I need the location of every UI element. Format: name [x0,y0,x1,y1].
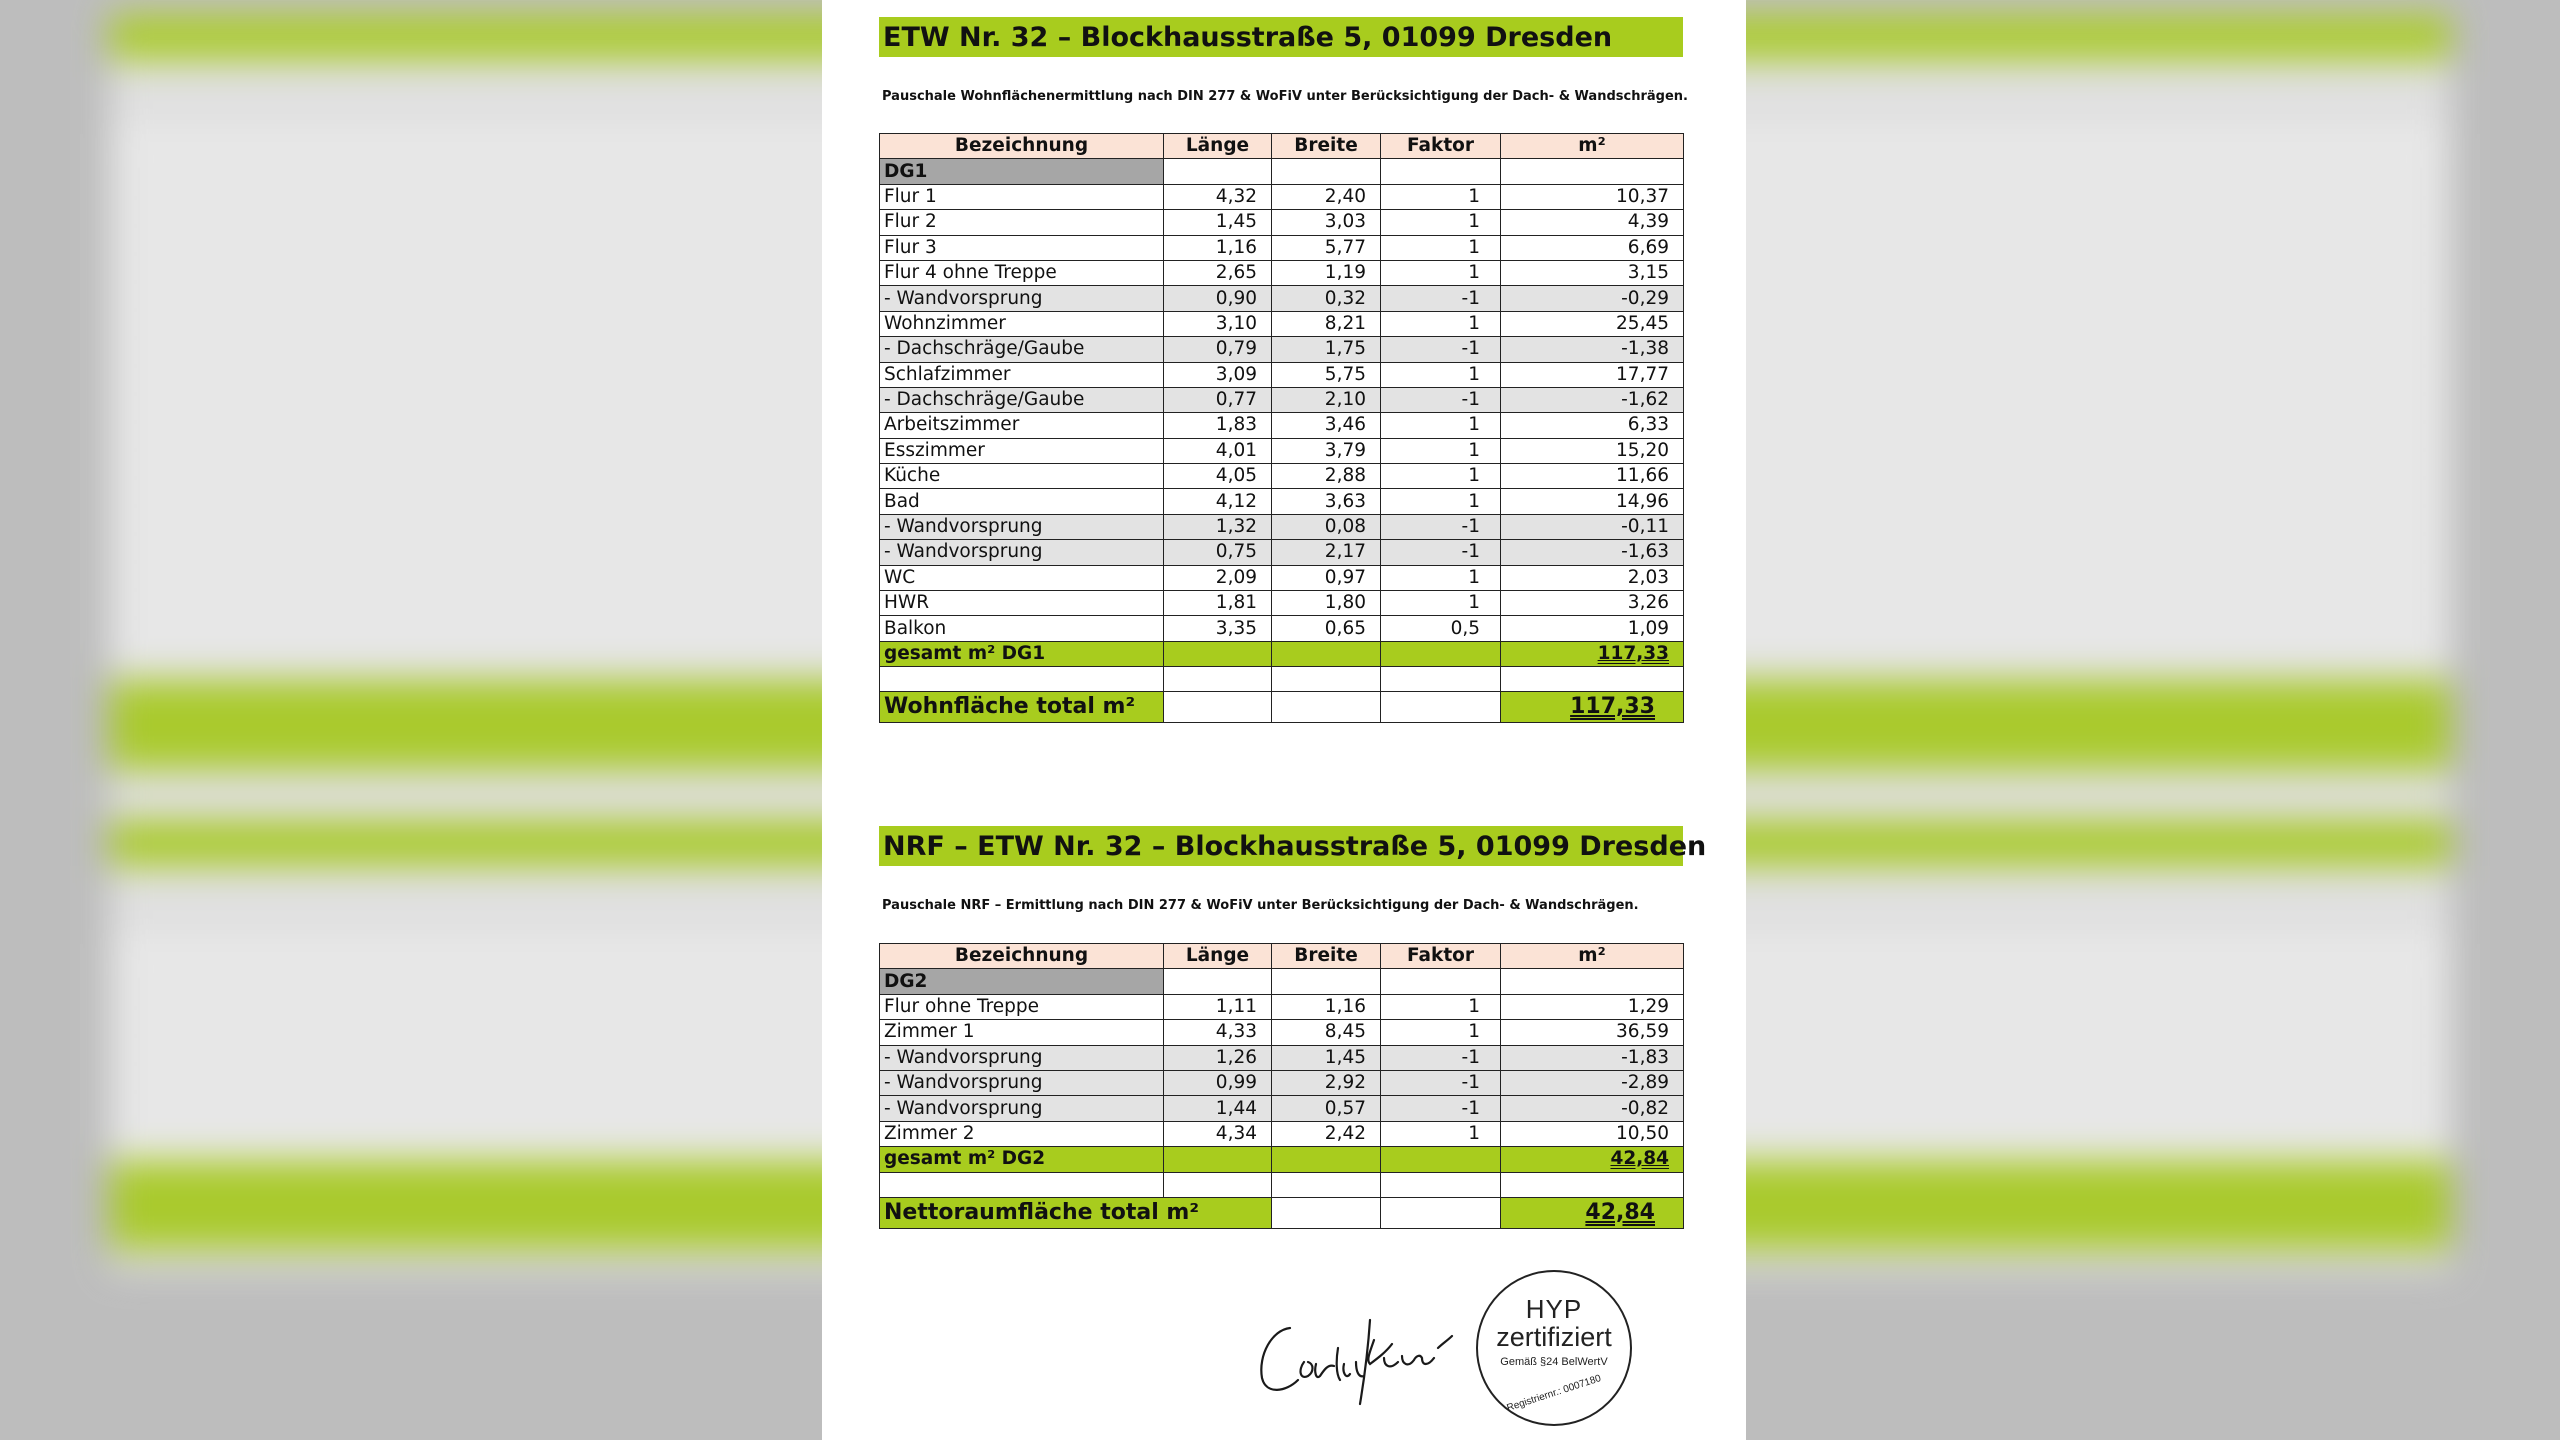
qm-cell: -1,38 [1501,337,1684,362]
col-header-breite: Breite [1272,944,1381,969]
qm-cell: -1,83 [1501,1045,1684,1070]
qm-cell: 25,45 [1501,311,1684,336]
breite-cell: 8,21 [1272,311,1381,336]
spacer-row [880,1172,1684,1197]
qm-cell: 17,77 [1501,362,1684,387]
breite-cell: 2,92 [1272,1070,1381,1095]
faktor-cell: -1 [1381,514,1501,539]
laenge-cell: 4,32 [1164,184,1272,209]
faktor-cell: -1 [1381,540,1501,565]
qm-cell: 6,33 [1501,413,1684,438]
col-header-laenge: Länge [1164,134,1272,159]
faktor-cell: 1 [1381,1020,1501,1045]
col-header-bezeichnung: Bezeichnung [880,944,1164,969]
laenge-cell: 4,33 [1164,1020,1272,1045]
laenge-cell: 3,09 [1164,362,1272,387]
signature-image [1252,1300,1462,1410]
document-page [822,0,1746,1440]
qm-cell: 1,09 [1501,616,1684,641]
room-name-cell: Schlafzimmer [880,362,1164,387]
room-name-cell: Flur ohne Treppe [880,994,1164,1019]
breite-cell: 0,32 [1272,286,1381,311]
room-name-cell: - Wandvorsprung [880,1096,1164,1121]
room-name-cell: Flur 2 [880,210,1164,235]
table-row [880,565,1684,590]
total-row [880,1197,1684,1228]
col-header-qm: m² [1501,134,1684,159]
faktor-cell: -1 [1381,286,1501,311]
total-value: 117,33 [1570,694,1655,720]
col-header-qm: m² [1501,944,1684,969]
room-name-cell: Küche [880,464,1164,489]
faktor-cell: 1 [1381,1121,1501,1146]
table-header-row [880,944,1684,969]
breite-cell: 3,63 [1272,489,1381,514]
seal-line-zertifiziert: zertifiziert [1496,1322,1612,1352]
laenge-cell: 1,26 [1164,1045,1272,1070]
total-row [880,692,1684,723]
section1-title-bar [879,17,1683,57]
table-row [880,616,1684,641]
qm-cell: 36,59 [1501,1020,1684,1045]
laenge-cell: 4,34 [1164,1121,1272,1146]
qm-cell: -0,11 [1501,514,1684,539]
seal-line-registriernr: Registriernr.: 0007180 [1505,1373,1603,1414]
table-row [880,489,1684,514]
room-name-cell: Zimmer 1 [880,1020,1164,1045]
room-name-cell: Flur 4 ohne Treppe [880,260,1164,285]
table-row [880,184,1684,209]
table-row [880,260,1684,285]
laenge-cell: 0,79 [1164,337,1272,362]
breite-cell: 1,16 [1272,994,1381,1019]
laenge-cell: 2,09 [1164,565,1272,590]
faktor-cell: -1 [1381,1070,1501,1095]
total-value: 42,84 [1585,1199,1655,1225]
room-name-cell: Esszimmer [880,438,1164,463]
breite-cell: 2,88 [1272,464,1381,489]
qm-cell: -0,82 [1501,1096,1684,1121]
faktor-cell: 1 [1381,260,1501,285]
subtotal-value: 42,84 [1610,1148,1669,1170]
qm-cell: 6,69 [1501,235,1684,260]
laenge-cell: 3,10 [1164,311,1272,336]
laenge-cell: 0,90 [1164,286,1272,311]
breite-cell: 3,46 [1272,413,1381,438]
room-name-cell: Flur 3 [880,235,1164,260]
breite-cell: 0,08 [1272,514,1381,539]
laenge-cell: 1,83 [1164,413,1272,438]
deduction-row [880,540,1684,565]
deduction-row [880,337,1684,362]
faktor-cell: 1 [1381,565,1501,590]
room-name-cell: - Dachschräge/Gaube [880,337,1164,362]
deduction-row [880,286,1684,311]
room-name-cell: WC [880,565,1164,590]
subtotal-value: 117,33 [1597,643,1669,664]
faktor-cell: 1 [1381,413,1501,438]
faktor-cell: -1 [1381,387,1501,412]
room-name-cell: - Wandvorsprung [880,286,1164,311]
laenge-cell: 2,65 [1164,260,1272,285]
faktor-cell: 1 [1381,184,1501,209]
breite-cell: 5,75 [1272,362,1381,387]
col-header-faktor: Faktor [1381,134,1501,159]
room-name-cell: Bad [880,489,1164,514]
faktor-cell: 0,5 [1381,616,1501,641]
qm-cell: 1,29 [1501,994,1684,1019]
subtotal-label: gesamt m² DG2 [880,1147,1164,1172]
deduction-row [880,387,1684,412]
breite-cell: 0,57 [1272,1096,1381,1121]
hyp-certification-seal [1476,1270,1632,1426]
qm-cell: 11,66 [1501,464,1684,489]
breite-cell: 1,80 [1272,591,1381,616]
qm-cell: 14,96 [1501,489,1684,514]
deduction-row [880,514,1684,539]
breite-cell: 8,45 [1272,1020,1381,1045]
room-name-cell: - Wandvorsprung [880,1045,1164,1070]
qm-cell: 10,50 [1501,1121,1684,1146]
deduction-row [880,1070,1684,1095]
deduction-row [880,1096,1684,1121]
room-name-cell: HWR [880,591,1164,616]
floor-section-row [880,969,1684,994]
qm-cell: -1,63 [1501,540,1684,565]
faktor-cell: 1 [1381,311,1501,336]
laenge-cell: 0,99 [1164,1070,1272,1095]
table-row [880,362,1684,387]
qm-cell: -2,89 [1501,1070,1684,1095]
room-name-cell: Wohnzimmer [880,311,1164,336]
laenge-cell: 3,35 [1164,616,1272,641]
laenge-cell: 4,05 [1164,464,1272,489]
qm-cell: -0,29 [1501,286,1684,311]
col-header-breite: Breite [1272,134,1381,159]
qm-cell: 4,39 [1501,210,1684,235]
breite-cell: 0,65 [1272,616,1381,641]
laenge-cell: 1,16 [1164,235,1272,260]
laenge-cell: 0,77 [1164,387,1272,412]
table-row [880,311,1684,336]
table-row [880,1121,1684,1146]
breite-cell: 1,75 [1272,337,1381,362]
room-name-cell: Balkon [880,616,1164,641]
laenge-cell: 1,44 [1164,1096,1272,1121]
section2-subtitle: Pauschale NRF – Ermittlung nach DIN 277 & WoFiV unter Berücksichtigung der Dach- & Wandschrägen. [882,898,1639,913]
room-name-cell: - Wandvorsprung [880,514,1164,539]
qm-cell: 10,37 [1501,184,1684,209]
qm-cell: 3,26 [1501,591,1684,616]
table-header-row [880,134,1684,159]
floor-section-row [880,159,1684,184]
breite-cell: 2,42 [1272,1121,1381,1146]
subtotal-row [880,1147,1684,1172]
laenge-cell: 1,45 [1164,210,1272,235]
col-header-bezeichnung: Bezeichnung [880,134,1164,159]
seal-line-belwertv: Gemäß §24 BelWertV [1500,1356,1608,1368]
col-header-faktor: Faktor [1381,944,1501,969]
table-row [880,235,1684,260]
table-row [880,464,1684,489]
seal-line-hyp: HYP [1525,1294,1583,1324]
deduction-row [880,1045,1684,1070]
laenge-cell: 0,75 [1164,540,1272,565]
table-row [880,591,1684,616]
faktor-cell: -1 [1381,337,1501,362]
total-label: Nettoraumfläche total m² [880,1197,1272,1228]
breite-cell: 2,40 [1272,184,1381,209]
qm-cell: 15,20 [1501,438,1684,463]
breite-cell: 2,17 [1272,540,1381,565]
breite-cell: 1,19 [1272,260,1381,285]
qm-cell: 3,15 [1501,260,1684,285]
floor-label: DG1 [880,159,1164,184]
faktor-cell: 1 [1381,235,1501,260]
laenge-cell: 4,12 [1164,489,1272,514]
qm-cell: 2,03 [1501,565,1684,590]
subtotal-label: gesamt m² DG1 [880,641,1164,666]
breite-cell: 3,03 [1272,210,1381,235]
area-table-dg1 [879,133,1684,723]
faktor-cell: 1 [1381,438,1501,463]
subtotal-value-cell [1501,1147,1684,1172]
subtotal-row [880,641,1684,666]
faktor-cell: -1 [1381,1096,1501,1121]
faktor-cell: 1 [1381,210,1501,235]
table-row [880,994,1684,1019]
faktor-cell: 1 [1381,489,1501,514]
spacer-row [880,667,1684,692]
total-value-cell [1501,1197,1684,1228]
room-name-cell: - Dachschräge/Gaube [880,387,1164,412]
room-name-cell: Flur 1 [880,184,1164,209]
table-row [880,413,1684,438]
qm-cell: -1,62 [1501,387,1684,412]
room-name-cell: - Wandvorsprung [880,1070,1164,1095]
subtotal-value-cell [1501,641,1684,666]
col-header-laenge: Länge [1164,944,1272,969]
section1-subtitle: Pauschale Wohnflächenermittlung nach DIN 277 & WoFiV unter Berücksichtigung der Dach- & Wandschrägen. [882,89,1688,104]
table-row [880,1020,1684,1045]
faktor-cell: 1 [1381,591,1501,616]
total-value-cell [1501,692,1684,723]
laenge-cell: 1,32 [1164,514,1272,539]
room-name-cell: Zimmer 2 [880,1121,1164,1146]
breite-cell: 0,97 [1272,565,1381,590]
section1-title: ETW Nr. 32 – Blockhausstraße 5, 01099 Dresden [883,21,1613,53]
table-row [880,438,1684,463]
breite-cell: 2,10 [1272,387,1381,412]
area-table-dg2 [879,943,1684,1229]
laenge-cell: 1,11 [1164,994,1272,1019]
floor-label: DG2 [880,969,1164,994]
faktor-cell: -1 [1381,1045,1501,1070]
room-name-cell: - Wandvorsprung [880,540,1164,565]
breite-cell: 1,45 [1272,1045,1381,1070]
section2-title-bar [879,826,1707,866]
room-name-cell: Arbeitszimmer [880,413,1164,438]
faktor-cell: 1 [1381,362,1501,387]
table-row [880,210,1684,235]
laenge-cell: 1,81 [1164,591,1272,616]
laenge-cell: 4,01 [1164,438,1272,463]
total-label: Wohnfläche total m² [880,692,1164,723]
breite-cell: 5,77 [1272,235,1381,260]
faktor-cell: 1 [1381,464,1501,489]
breite-cell: 3,79 [1272,438,1381,463]
faktor-cell: 1 [1381,994,1501,1019]
section2-title: NRF – ETW Nr. 32 – Blockhausstraße 5, 01099 Dresden [883,830,1707,862]
